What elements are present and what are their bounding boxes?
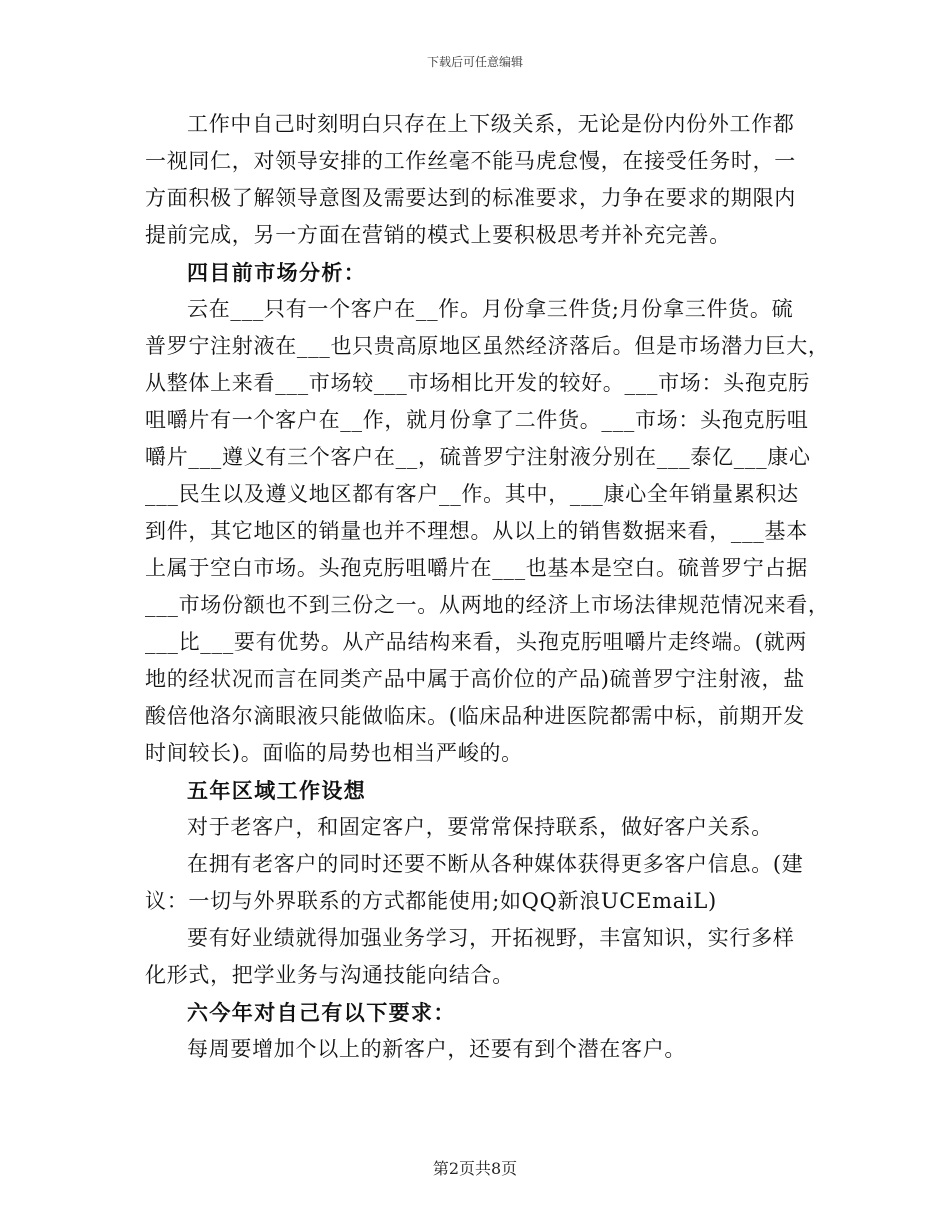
text-line: 一视同仁，对领导安排的工作丝毫不能马虎怠慢，在接受任务时，一 (145, 149, 796, 173)
text-line: 化形式，把学业务与沟通技能向结合。 (145, 963, 514, 987)
text-line: 咀嚼片有一个客户在__作，就月份拿了二件货。___市场：头孢克肟咀 (145, 408, 809, 432)
text-line: 从整体上来看___市场较___市场相比开发的较好。___市场：头孢克肟 (145, 371, 810, 395)
text-line: 时间较长)。面临的局势也相当严峻的。 (145, 741, 523, 765)
document-body (145, 106, 830, 1068)
paragraph (145, 920, 805, 994)
section-heading: 六今年对自己有以下要求： (187, 1000, 456, 1025)
text-line: 地的经状况而言在同类产品中属于高价位的产品)硫普罗宁注射液，盐 (145, 667, 805, 691)
text-line: 云在___只有一个客户在__作。月份拿三件货;月份拿三件货。硫 (187, 297, 794, 321)
paragraph (145, 106, 805, 254)
text-line: 每周要增加个以上的新客户，还要有到个潜在客户。 (187, 1037, 687, 1061)
text-line: ___比___要有优势。从产品结构来看，头孢克肟咀嚼片走终端。(就两 (145, 630, 807, 654)
paragraph (145, 809, 805, 846)
text-line: 方面积极了解领导意图及需要达到的标准要求，力争在要求的期限内 (145, 186, 796, 210)
text-line: 嚼片___遵义有三个客户在__，硫普罗宁注射液分别在___泰亿___康心 (145, 445, 811, 469)
text-line: 要有好业绩就得加强业务学习，开拓视野，丰富知识，实行多样 (187, 926, 795, 950)
text-line: 酸倍他洛尔滴眼液只能做临床。(临床品种进医院都需中标，前期开发 (145, 704, 805, 728)
text-line: 普罗宁注射液在___也只贵高原地区虽然经济落后。但是市场潜力巨大， (145, 334, 830, 358)
text-line: ___市场份额也不到三份之一。从两地的经济上市场法律规范情况来看， (145, 593, 830, 617)
section-heading: 四目前市场分析： (187, 260, 367, 285)
text-line: 到件，其它地区的销量也并不理想。从以上的销售数据来看，___基本 (145, 519, 808, 543)
text-line: 对于老客户，和固定客户，要常常保持联系，做好客户关系。 (187, 815, 773, 839)
text-line: 上属于空白市场。头孢克肟咀嚼片在___也基本是空白。硫普罗宁占据 (145, 556, 808, 580)
text-line: 议：一切与外界联系的方式都能使用;如QQ新浪UCEmaiL) (145, 889, 717, 913)
paragraph (145, 1031, 805, 1068)
paragraph (145, 846, 805, 920)
text-line: 在拥有老客户的同时还要不断从各种媒体获得更多客户信息。(建 (187, 852, 804, 876)
text-line: 工作中自己时刻明白只存在上下级关系，无论是份内份外工作都 (187, 112, 795, 136)
text-line: ___民生以及遵义地区都有客户__作。其中，___康心全年销量累积达 (145, 482, 799, 506)
section-heading: 五年区域工作设想 (187, 778, 367, 803)
page-number: 第2页共8页 (432, 1159, 518, 1178)
paragraph (145, 291, 830, 772)
page-header-note: 下载后可任意编辑 (426, 55, 523, 69)
text-line: 提前完成，另一方面在营销的模式上要积极思考并补充完善。 (145, 223, 731, 247)
